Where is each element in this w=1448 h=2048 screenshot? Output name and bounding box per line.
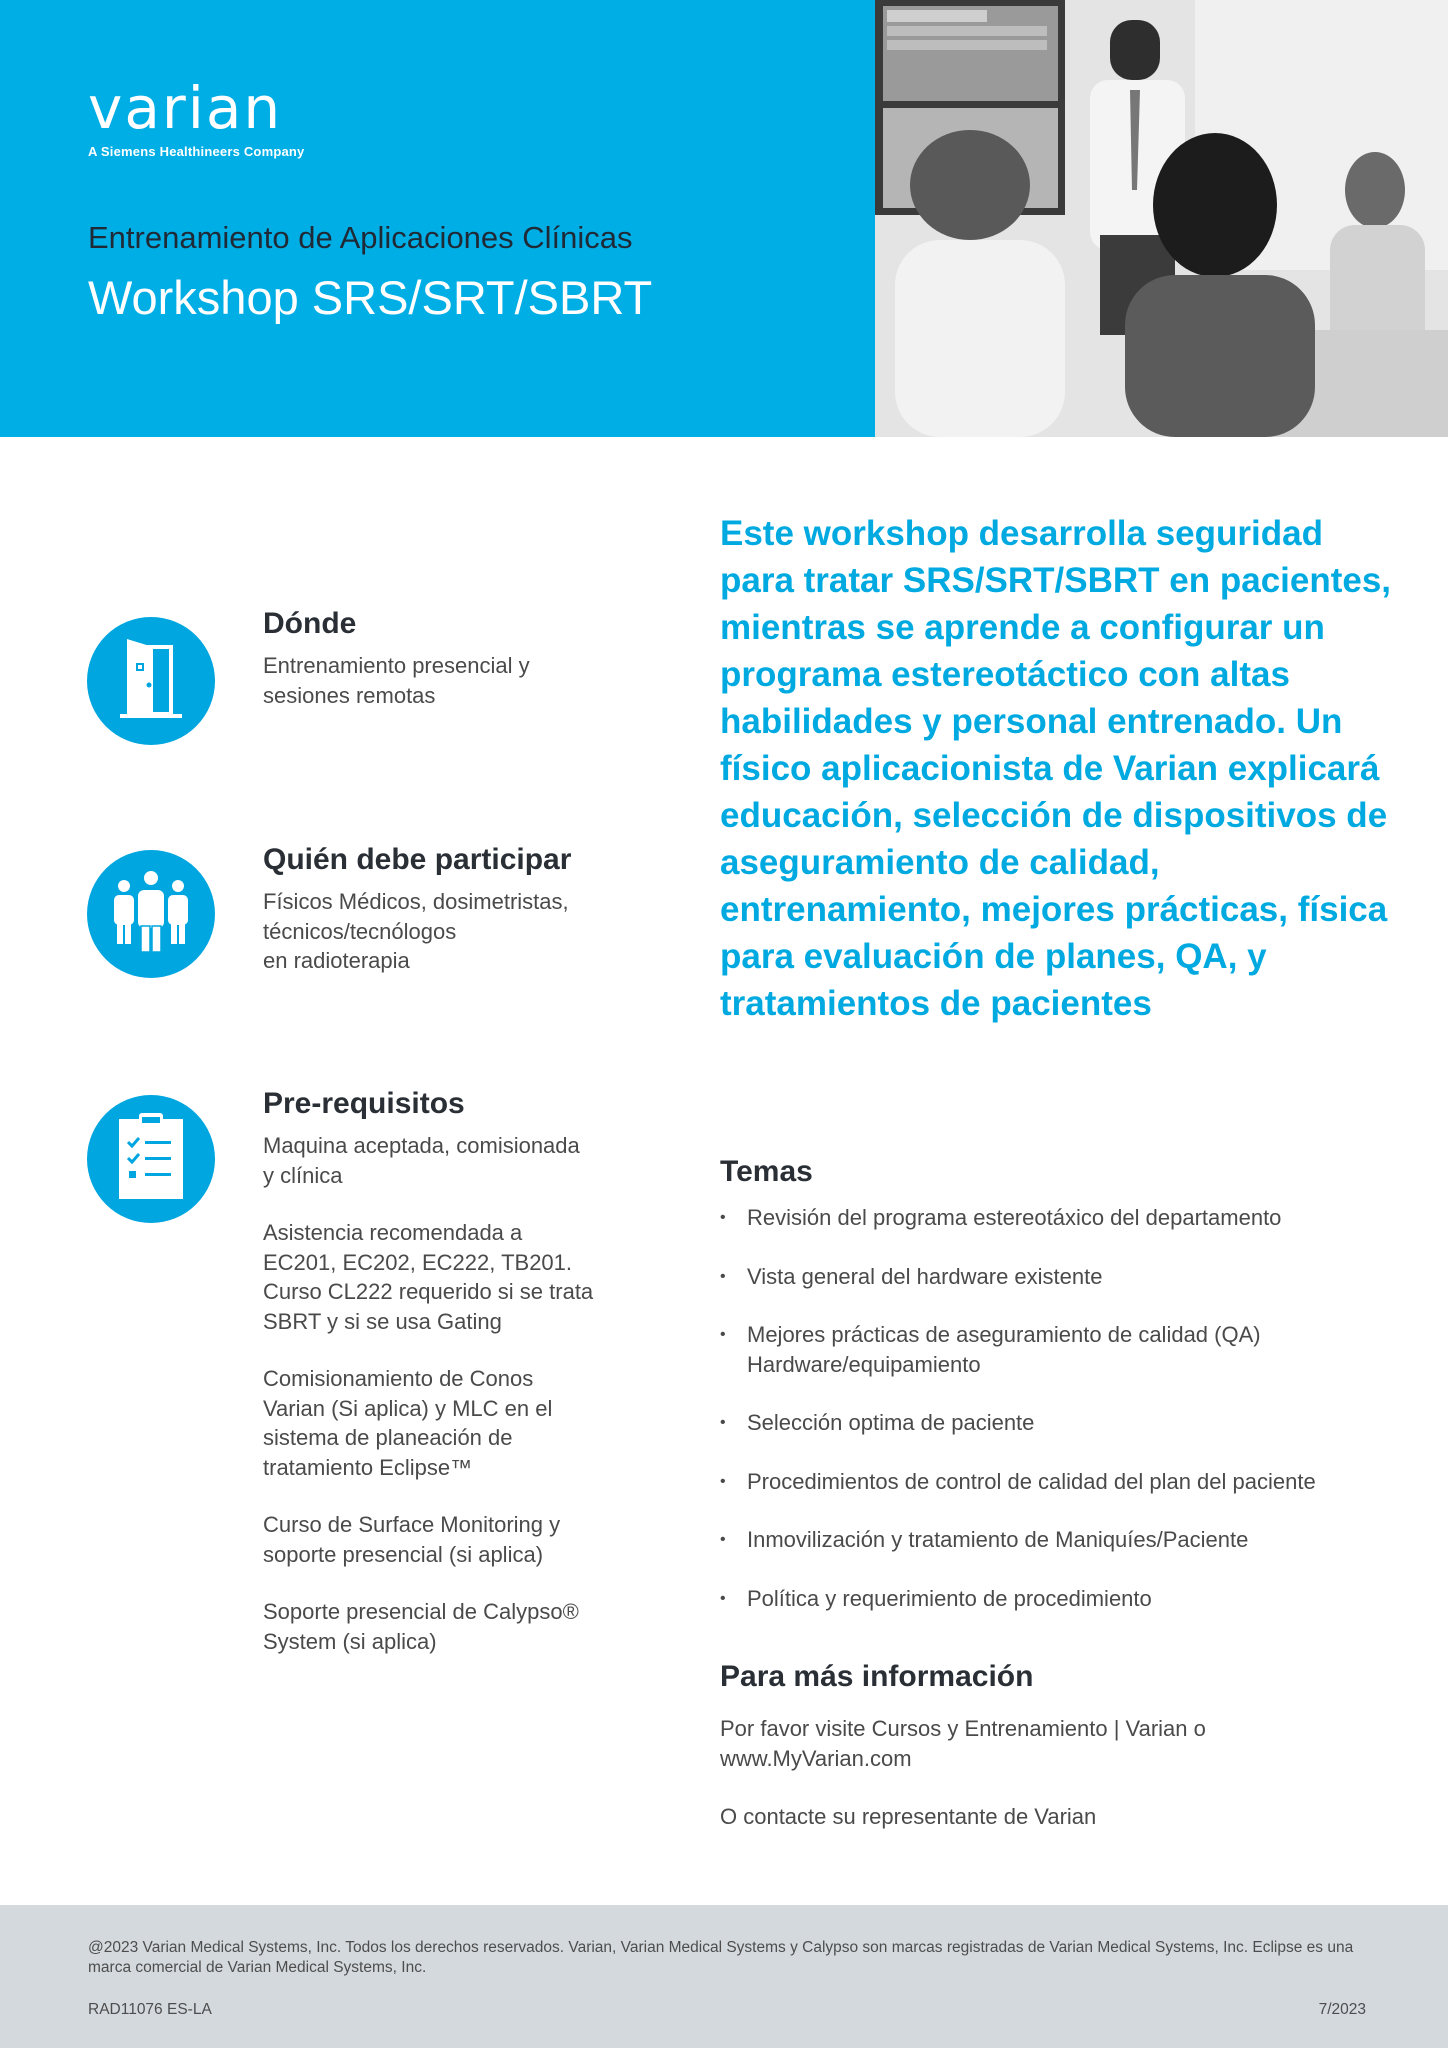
page-title: Workshop SRS/SRT/SBRT: [88, 271, 653, 324]
quien-text: Físicos Médicos, dosimetristas, técnicos/tecnólogos en radioterapia: [263, 889, 569, 973]
info-heading: Para más información: [720, 1660, 1034, 1693]
prereq-item: Maquina aceptada, comisionada y clínica: [263, 1133, 580, 1188]
prereq-item: Curso de Surface Monitoring y soporte presencial (si aplica): [263, 1512, 561, 1567]
prereq-item: Asistencia recomendada a EC201, EC202, EC222, TB201. Curso CL222 requerido si se trata SBRT y si se usa Gating: [263, 1220, 594, 1334]
logo-tagline: A Siemens Healthineers Company: [88, 144, 305, 159]
list-item: • Vista general del hardware existente: [720, 1262, 1410, 1292]
bullet-icon: •: [720, 1531, 726, 1548]
prereq-heading: Pre-requisitos: [263, 1087, 465, 1120]
list-item: • Inmovilización y tratamiento de Maniquíes/Paciente: [720, 1525, 1410, 1555]
info-text-links[interactable]: Por favor visite Cursos y Entrenamiento | Varian o www.MyVarian.com: [720, 1716, 1206, 1771]
list-item: • Revisión del programa estereotáxico del departamento: [720, 1203, 1410, 1233]
prereq-section: [263, 1087, 663, 1656]
document-code: RAD11076 ES-LA: [88, 2001, 212, 2018]
document-date: 7/2023: [1318, 2001, 1366, 2018]
temas-heading: Temas: [720, 1155, 813, 1188]
bullet-icon: •: [720, 1267, 726, 1285]
bullet-icon: •: [720, 1414, 726, 1431]
donde-heading: Dónde: [263, 607, 357, 640]
logo-wordmark: varian: [88, 74, 283, 142]
temas-section: [720, 1155, 1410, 1642]
page-subtitle: Entrenamiento de Aplicaciones Clínicas: [88, 220, 633, 255]
quien-heading: Quién debe participar: [263, 843, 572, 876]
quien-section: [263, 843, 663, 976]
prereq-item: Soporte presencial de Calypso® System (si aplica): [263, 1599, 579, 1654]
info-section: [720, 1660, 1400, 1832]
training-photo: [875, 0, 1448, 437]
list-item: • Procedimientos de control de calidad del plan del paciente: [720, 1467, 1410, 1497]
people-group-icon: [87, 850, 215, 978]
bullet-icon: •: [720, 1326, 726, 1343]
clipboard-checklist-icon: [87, 1095, 215, 1223]
footer: [0, 1905, 1448, 2048]
intro-statement: Este workshop desarrolla seguridad para tratar SRS/SRT/SBRT en pacientes, mientras se aprende a configurar un programa estereotáctico con altas habilidades y personal entrenado. Un físico aplicacionista de Varian explicará educación, selección de dispositivos de aseguramiento de calidad, entrenamiento, mejores prácticas, física para evaluación de planes, QA, y tratamientos de pacientes: [720, 514, 1392, 1023]
donde-text: Entrenamiento presencial y sesiones remotas: [263, 653, 530, 708]
legal-notice: @2023 Varian Medical Systems, Inc. Todos los derechos reservados. Varian, Varian Medical Systems y Calypso son marcas registradas de Varian Medical Systems, Inc. Eclipse es una marca comercial de Varian Medical Systems, Inc.: [88, 1939, 1354, 1976]
prereq-item: Comisionamiento de Conos Varian (Si aplica) y MLC en el sistema de planeación de tratamiento Eclipse™: [263, 1366, 553, 1480]
door-icon: [87, 617, 215, 745]
donde-section: [263, 607, 663, 710]
info-text-contact: O contacte su representante de Varian: [720, 1804, 1097, 1829]
varian-logo: [88, 74, 305, 159]
bullet-icon: •: [720, 1589, 726, 1607]
list-item: • Selección optima de paciente: [720, 1408, 1410, 1438]
bullet-icon: •: [720, 1209, 726, 1226]
list-item: • Política y requerimiento de procedimiento: [720, 1584, 1410, 1614]
temas-list: [720, 1203, 1410, 1613]
bullet-icon: •: [720, 1472, 726, 1490]
list-item: • Mejores prácticas de aseguramiento de calidad (QA) Hardware/equipamiento: [720, 1322, 1261, 1377]
header-banner: [0, 0, 875, 437]
